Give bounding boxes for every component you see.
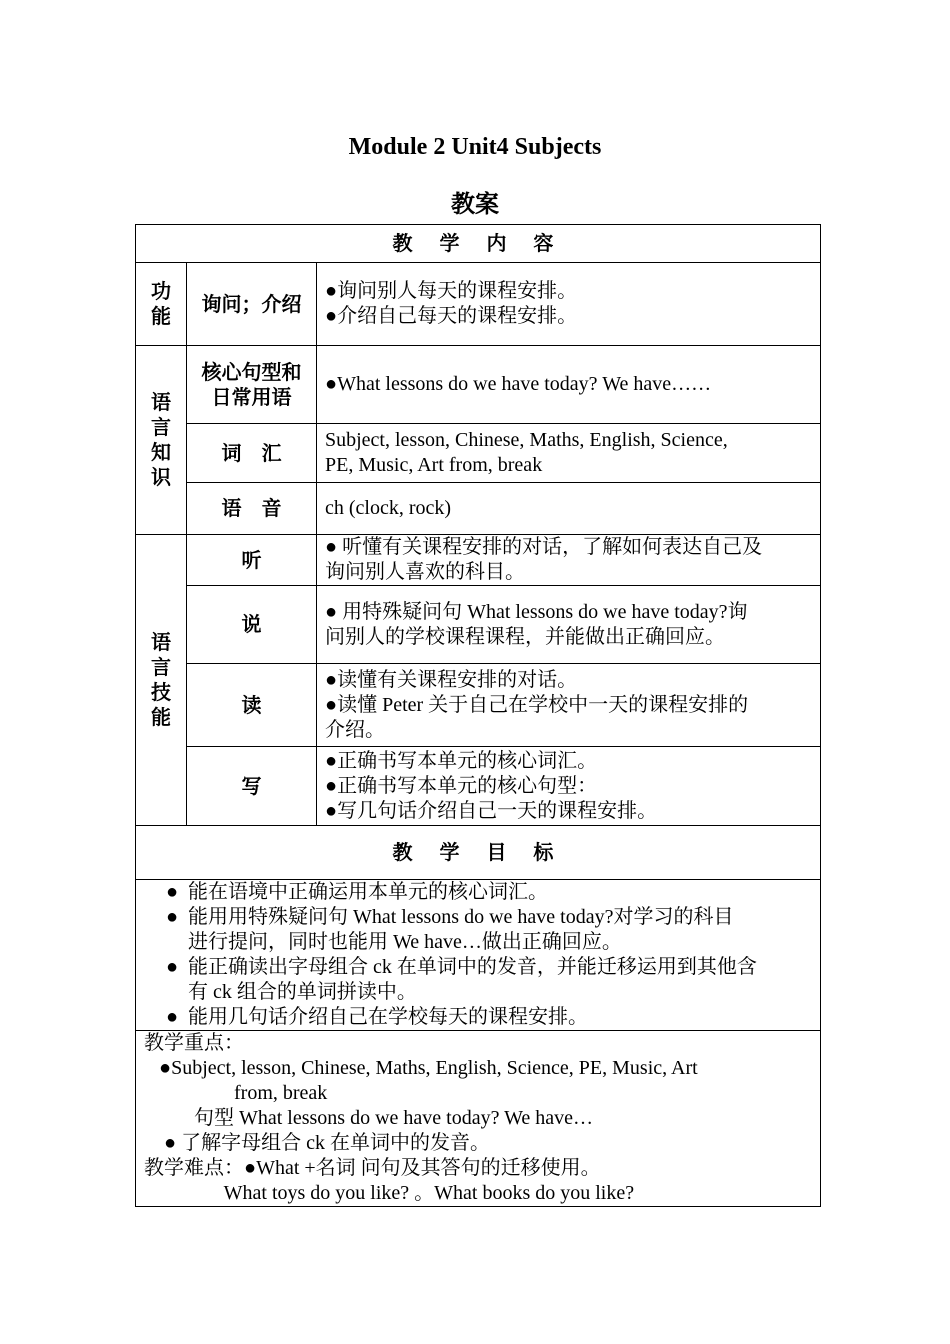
content-header: 教 学 内 容 [136, 225, 821, 263]
core-sentence-label: 核心句型和 日常用语 [187, 346, 317, 424]
goal-item: ● 能正确读出字母组合 ck 在单词中的发音，并能迁移运用到其他含 有 ck 组合的单词拼读中。 [165, 956, 757, 1003]
writing-content: ●正确书写本单元的核心词汇。 ●正确书写本单元的核心句型： ●写几句话介绍自己一天的课程安排。 [317, 747, 821, 826]
focus-difficulty-section: 教学重点： ●Subject, lesson, Chinese, Maths, English, Science, PE, Music, Art from, break 句型 What lessons do we have today? We have… ● 了解字母组合 ck 在单词中的发音。 教学难点：●What +名词 问句及其答句的迁移使用。 What toys do you like? 。What books do you like? [136, 1031, 821, 1207]
function-label: 功 能 [136, 263, 187, 346]
writing-label: 写 [187, 747, 317, 826]
language-skills-label: 语 言 技 能 [136, 535, 187, 826]
speaking-label: 说 [187, 586, 317, 664]
goal-item: ● 能用用特殊疑问句 What lessons do we have today?对学习的科目 进行提问，同时也能用 We have…做出正确回应。 [165, 906, 734, 953]
function-content: ●询问别人每天的课程安排。 ●介绍自己每天的课程安排。 [317, 263, 821, 346]
document-subtitle: 教案 [451, 190, 499, 218]
function-sub-label: 询问；介绍 [187, 263, 317, 346]
phonics-label: 语 音 [187, 483, 317, 535]
document-title: Module 2 Unit4 Subjects [348, 134, 602, 160]
listening-content: ● 听懂有关课程安排的对话，了解如何表达自己及 询问别人喜欢的科目。 [317, 535, 821, 586]
phonics-content: ch (clock, rock) [317, 483, 821, 535]
core-sentence-content: ●What lessons do we have today? We have…… [317, 346, 821, 424]
lesson-plan-table [135, 224, 821, 1207]
reading-content: ●读懂有关课程安排的对话。 ●读懂 Peter 关于自己在学校中一天的课程安排的 介绍。 [317, 664, 821, 747]
language-knowledge-label: 语 言 知 识 [136, 346, 187, 535]
reading-label: 读 [187, 664, 317, 747]
listening-label: 听 [187, 535, 317, 586]
goal-item: ● 能在语境中正确运用本单元的核心词汇。 [165, 881, 548, 903]
speaking-content: ● 用特殊疑问句 What lessons do we have today?询 问别人的学校课程课程，并能做出正确回应。 [317, 586, 821, 664]
goals-header: 教 学 目 标 [136, 826, 821, 880]
goal-item: ● 能用几句话介绍自己在学校每天的课程安排。 [165, 1006, 588, 1028]
vocabulary-content: Subject, lesson, Chinese, Maths, English, Science, PE, Music, Art from, break [317, 424, 821, 483]
vocabulary-label: 词 汇 [187, 424, 317, 483]
goals-list [136, 880, 821, 1031]
